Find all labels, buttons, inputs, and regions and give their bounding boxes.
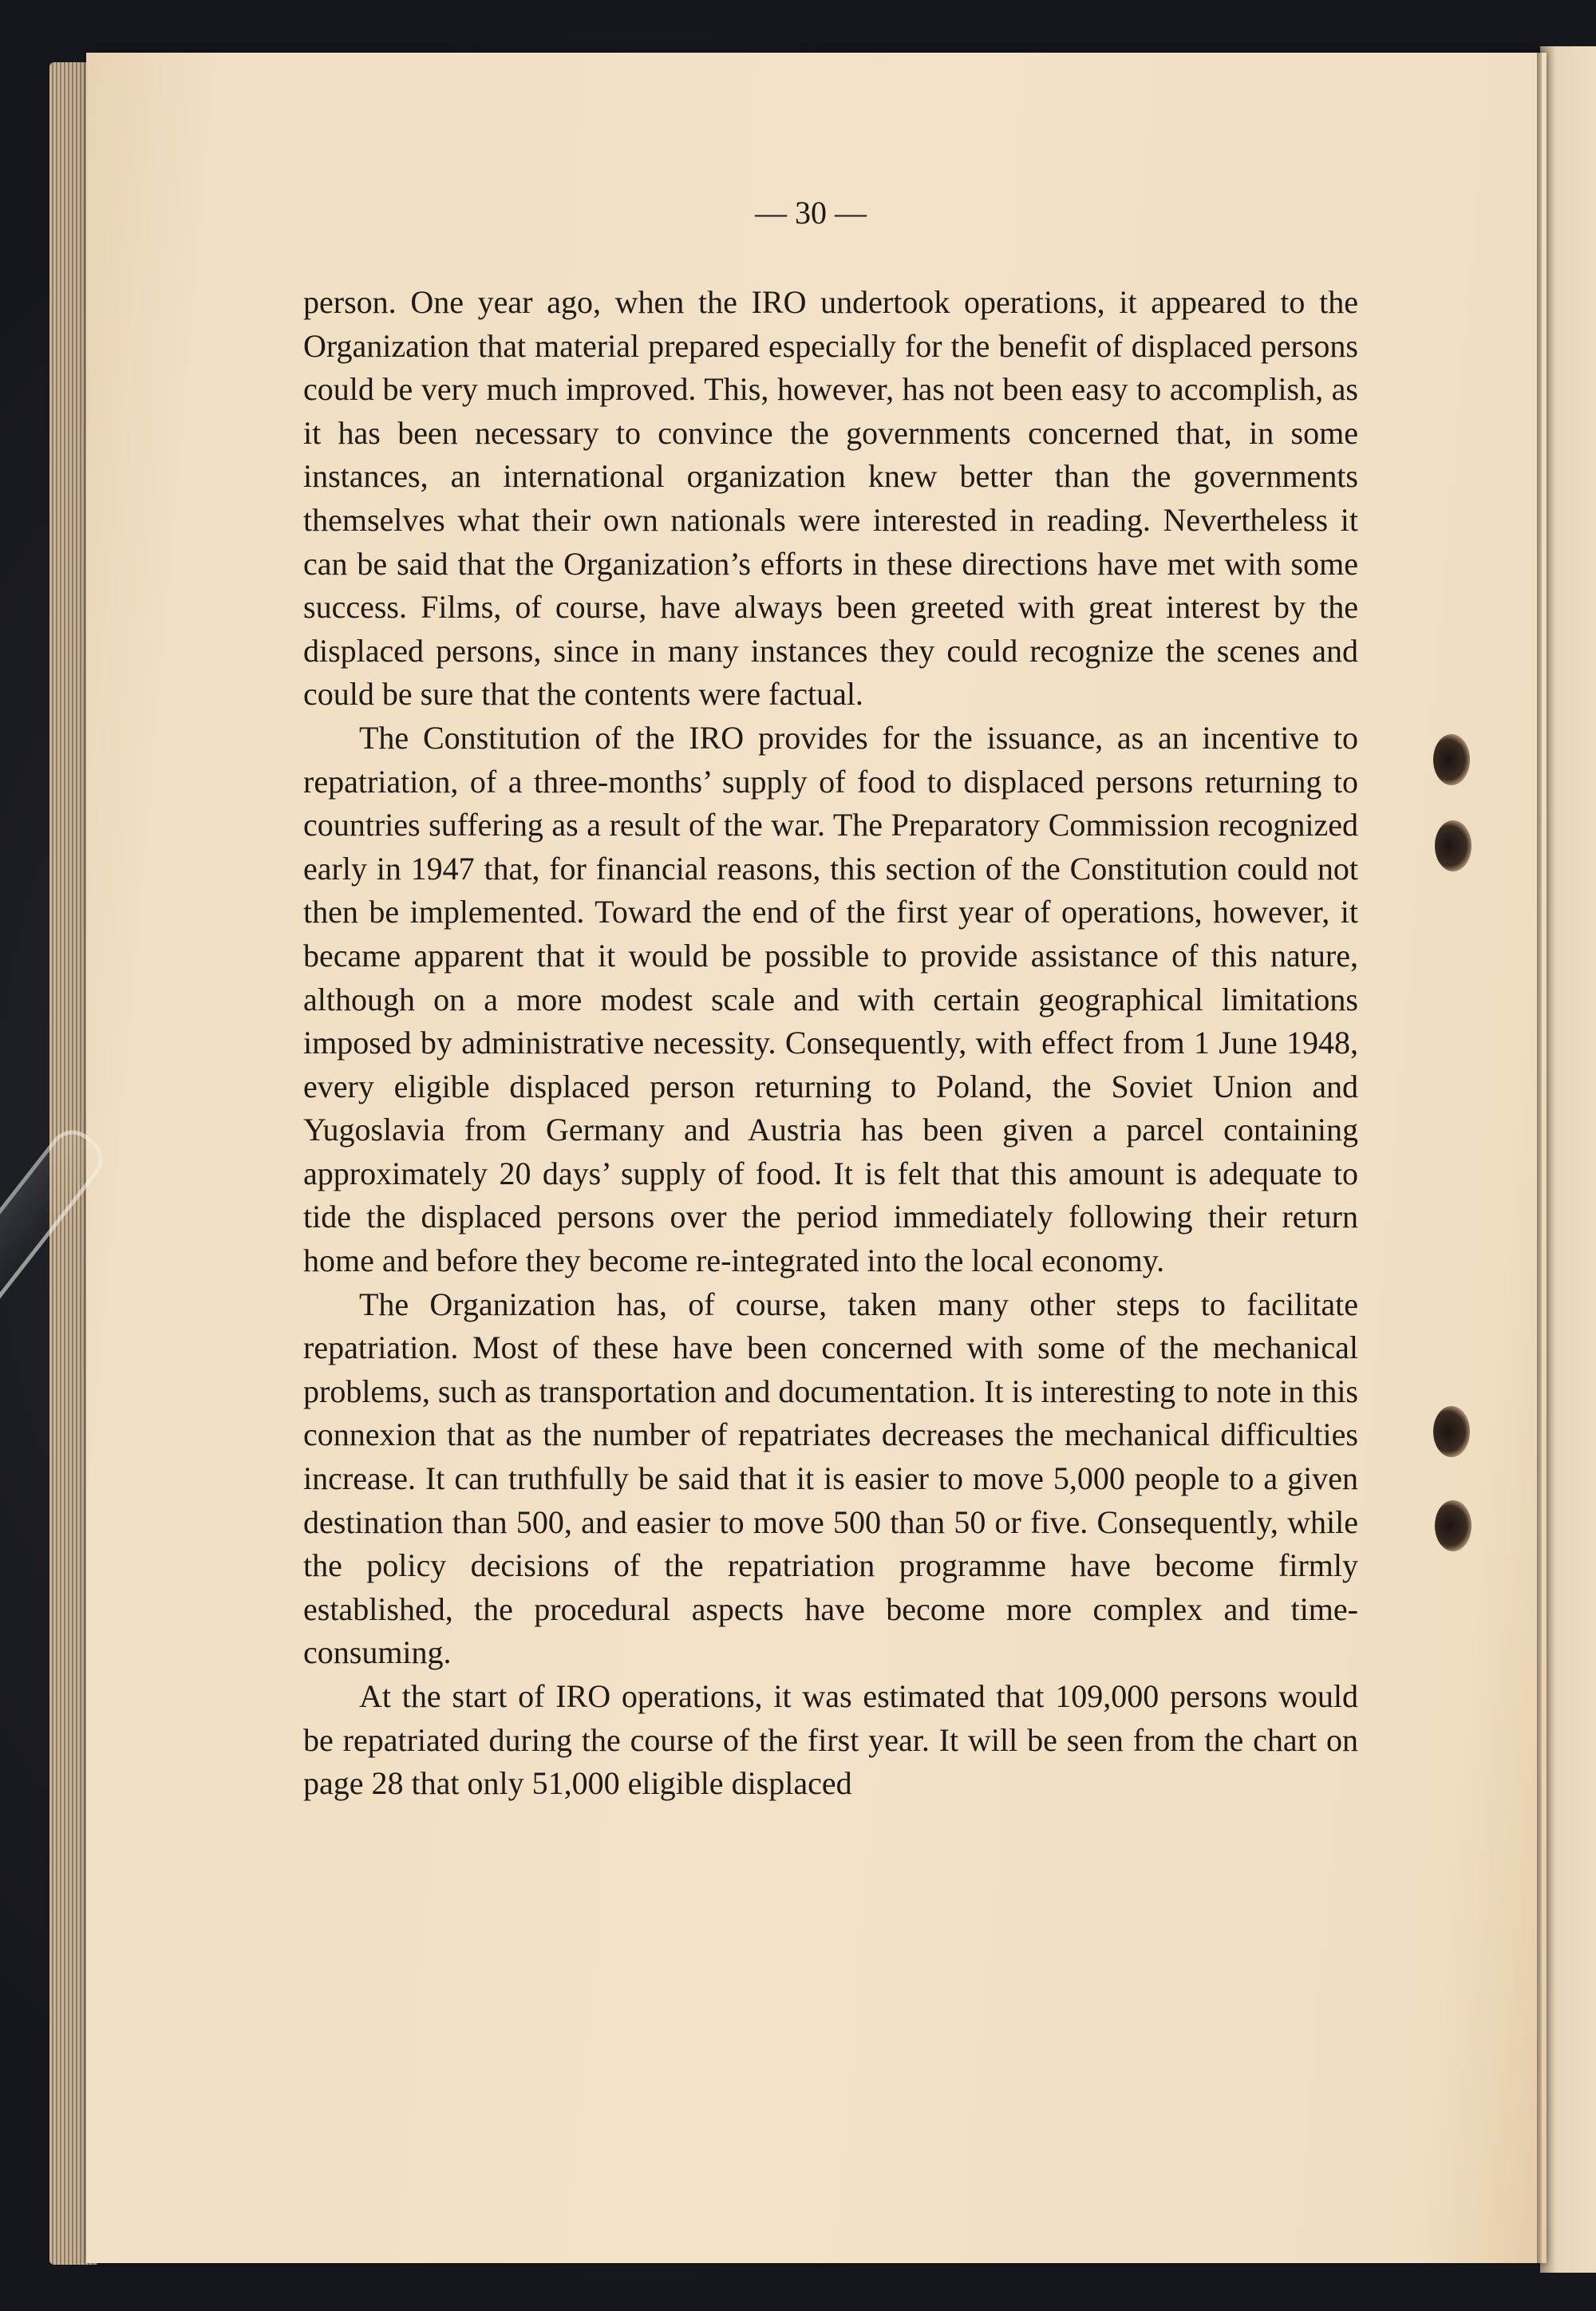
- paragraph: At the start of IRO operations, it was estimated that 109,000 persons would be repatriated during the course of the first year. It will be seen from the chart on page 28 that only 51,000 eligible displaced: [303, 1678, 1358, 1802]
- binding-hole: [1433, 1406, 1470, 1457]
- binding-hole: [1435, 1500, 1472, 1551]
- page-number: — 30 —: [755, 195, 867, 231]
- paragraph: person. One year ago, when the IRO undertook operations, it appeared to the Organization that material prepared especially for the benefit of displaced persons could be very much improved. This, however, has not been easy to accomplish, as it has been necessary to convince the governments concerned that, in some instances, an international organization knew better than the governments themselves what their own nationals were interested in reading. Nevertheless it can be said that the Organization’s efforts in these directions have met with some success. Films, of course, have always been greeted with great interest by the displaced persons, since in many instances they could recognize the scenes and could be sure that the contents were factual.: [303, 284, 1358, 713]
- paragraph: The Constitution of the IRO provides for the issuance, as an incentive to repatriation, of a three-months’ supply of food to displaced persons returning to countries suffering as a result of the war. The Preparatory Commission recognized early in 1947 that, for financial reasons, this section of the Constitution could not then be implemented. Toward the end of the first year of operations, however, it became apparent that it would be possible to provide assistance of this nature, although on a more modest scale and with certain geographical limitations imposed by administrative necessity. Consequently, with effect from 1 June 1948, every eligible displaced person returning to Poland, the Soviet Union and Yugoslavia from Germany and Austria has been given a parcel containing approximately 20 days’ supply of food. It is felt that this amount is adequate to tide the displaced persons over the period immediately following their return home and before they become re-integrated into the local economy.: [303, 719, 1358, 1279]
- paragraph: The Organization has, of course, taken many other steps to facilitate repatriation. Most of these have been concerned with some of the mechanical problems, such as transportation and documentation. It is interesting to note in this connexion that as the number of repatriates decreases the mechanical difficulties increase. It can truthfully be said that it is easier to move 5,000 people to a given destination than 500, and easier to move 500 than 50 or five. Consequently, while the policy decisions of the repatriation programme have become firmly established, the procedural aspects have become more complex and time-consuming.: [303, 1286, 1358, 1671]
- binding-hole: [1435, 820, 1472, 871]
- page-gutter: [1537, 53, 1542, 2263]
- facing-page-edge: [1540, 46, 1596, 2273]
- body-text: [303, 281, 1358, 1806]
- binding-hole: [1433, 734, 1470, 785]
